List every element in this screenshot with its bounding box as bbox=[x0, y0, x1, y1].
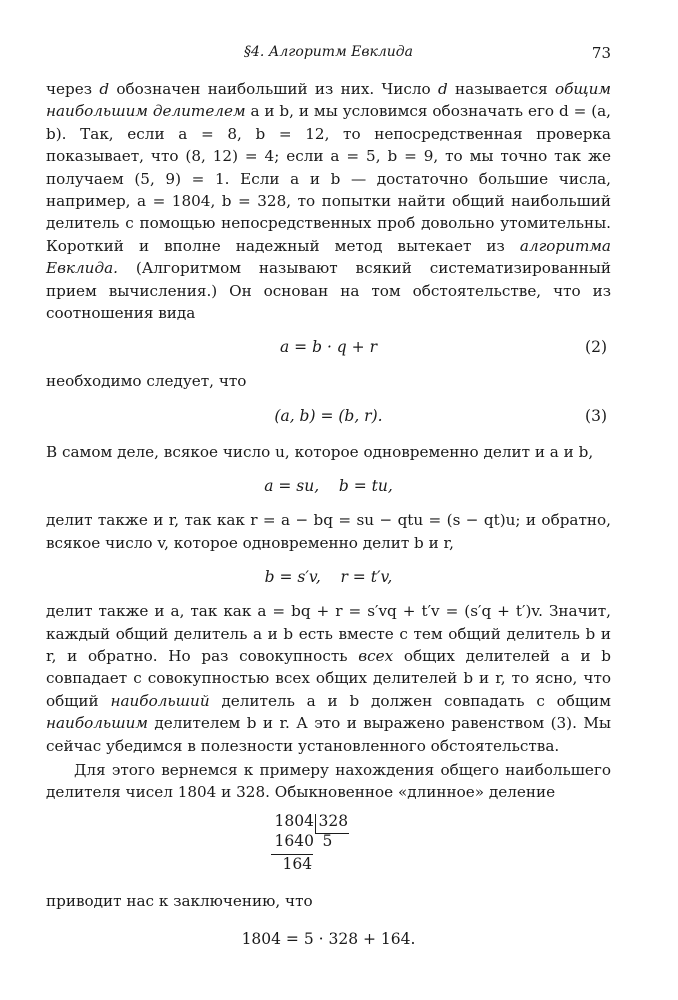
text-run: обозначен наибольший из них. Число bbox=[109, 80, 438, 98]
long-division bbox=[269, 812, 389, 878]
equation-number: (3) bbox=[585, 406, 607, 425]
paragraph-conclusion: приводит нас к заключению, что bbox=[46, 891, 313, 910]
text-run: называется bbox=[447, 80, 555, 98]
equation-number: (2) bbox=[585, 338, 607, 357]
running-header bbox=[46, 44, 611, 68]
divisor: 328 bbox=[318, 811, 349, 830]
paragraph-proof-start: В самом деле, всякое число u, которое одновременно делит и a и b, bbox=[46, 442, 594, 461]
math-var: d bbox=[438, 80, 448, 98]
paragraph-follows: необходимо следует, что bbox=[46, 372, 247, 391]
page-number: 73 bbox=[591, 44, 611, 62]
equation-a-su: a = su, b = tu, bbox=[264, 477, 393, 496]
paragraph-definition bbox=[46, 78, 611, 324]
math-var: d bbox=[99, 80, 110, 98]
remainder: 164 bbox=[282, 854, 313, 873]
equation-3 bbox=[46, 405, 611, 427]
equation-expression: a = b · q + r bbox=[280, 338, 377, 357]
equation-b-sv: b = s′v, r = t′v, bbox=[264, 568, 393, 587]
text-run: делителем b и r. А это и выражено равенством (3). Мы сейчас убедимся в полезности установленного обстоятельства. bbox=[46, 714, 611, 755]
product: 1640 bbox=[274, 831, 314, 850]
dividend: 1804 bbox=[274, 811, 314, 830]
emphasis-term: общим наибольшим делителем bbox=[46, 80, 611, 121]
equation-2 bbox=[46, 336, 611, 358]
paragraph-proof-mid: делит также и r, так как r = a − bq = su − qtu = (s − qt)u; и обратно, всякое число v, которое одновременно делит b и r, bbox=[46, 511, 611, 552]
text-run: a и b, и мы условимся обозначать его d = (a, b). Так, если a = 8, b = 12, то непосредственная проверка показывает, что (8, 12) = 4; если a = 5, b = 9, то мы точно так же получаем (5, 9) = 1. Если a и b — достаточно большие числа, например, a = 1804, b = 328, то попытки найти общий наибольший делитель с помощью непосредственных проб довольно утомительны. Короткий и вполне надежный метод вытекает из bbox=[46, 102, 611, 255]
equation-result: 1804 = 5 · 328 + 164. bbox=[241, 930, 416, 949]
text-run: делитель a и b должен совпадать с общим bbox=[209, 691, 611, 710]
paragraph-proof-end bbox=[46, 600, 611, 757]
text-run: общих делителей a и b совпадает с совокупностью всех общих делителей b и r, то ясно, что общий bbox=[46, 646, 612, 710]
emphasis-term: наибольший bbox=[110, 691, 210, 710]
emphasis-term: всех bbox=[358, 646, 394, 665]
paragraph-example: Для этого вернемся к примеру нахождения общего наибольшего делителя чисел 1804 и 328. Обыкновенное «длинное» деление bbox=[46, 760, 611, 802]
emphasis-term: алгоритма Евклида. bbox=[46, 236, 611, 278]
text-run: делит также и a, так как a = bq + r = s′vq + t′v = (s′q + t′)v. Значит, каждый общий делитель a и b есть вместе с тем общий делитель b и r, и обратно. Но раз совокупность bbox=[46, 602, 611, 665]
section-title: §4. Алгоритм Евклида bbox=[243, 44, 414, 60]
equation-expression: (a, b) = (b, r). bbox=[274, 406, 383, 425]
quotient: 5 bbox=[322, 831, 333, 850]
text-run: через bbox=[46, 80, 100, 98]
text-run: (Алгоритмом называют всякий систематизированный прием вычисления.) Он основан на том обстоятельстве, что из соотношения вида bbox=[46, 259, 611, 323]
emphasis-term: наибольшим bbox=[46, 714, 148, 733]
book-page bbox=[46, 44, 611, 950]
division-vertical-line bbox=[315, 814, 316, 834]
